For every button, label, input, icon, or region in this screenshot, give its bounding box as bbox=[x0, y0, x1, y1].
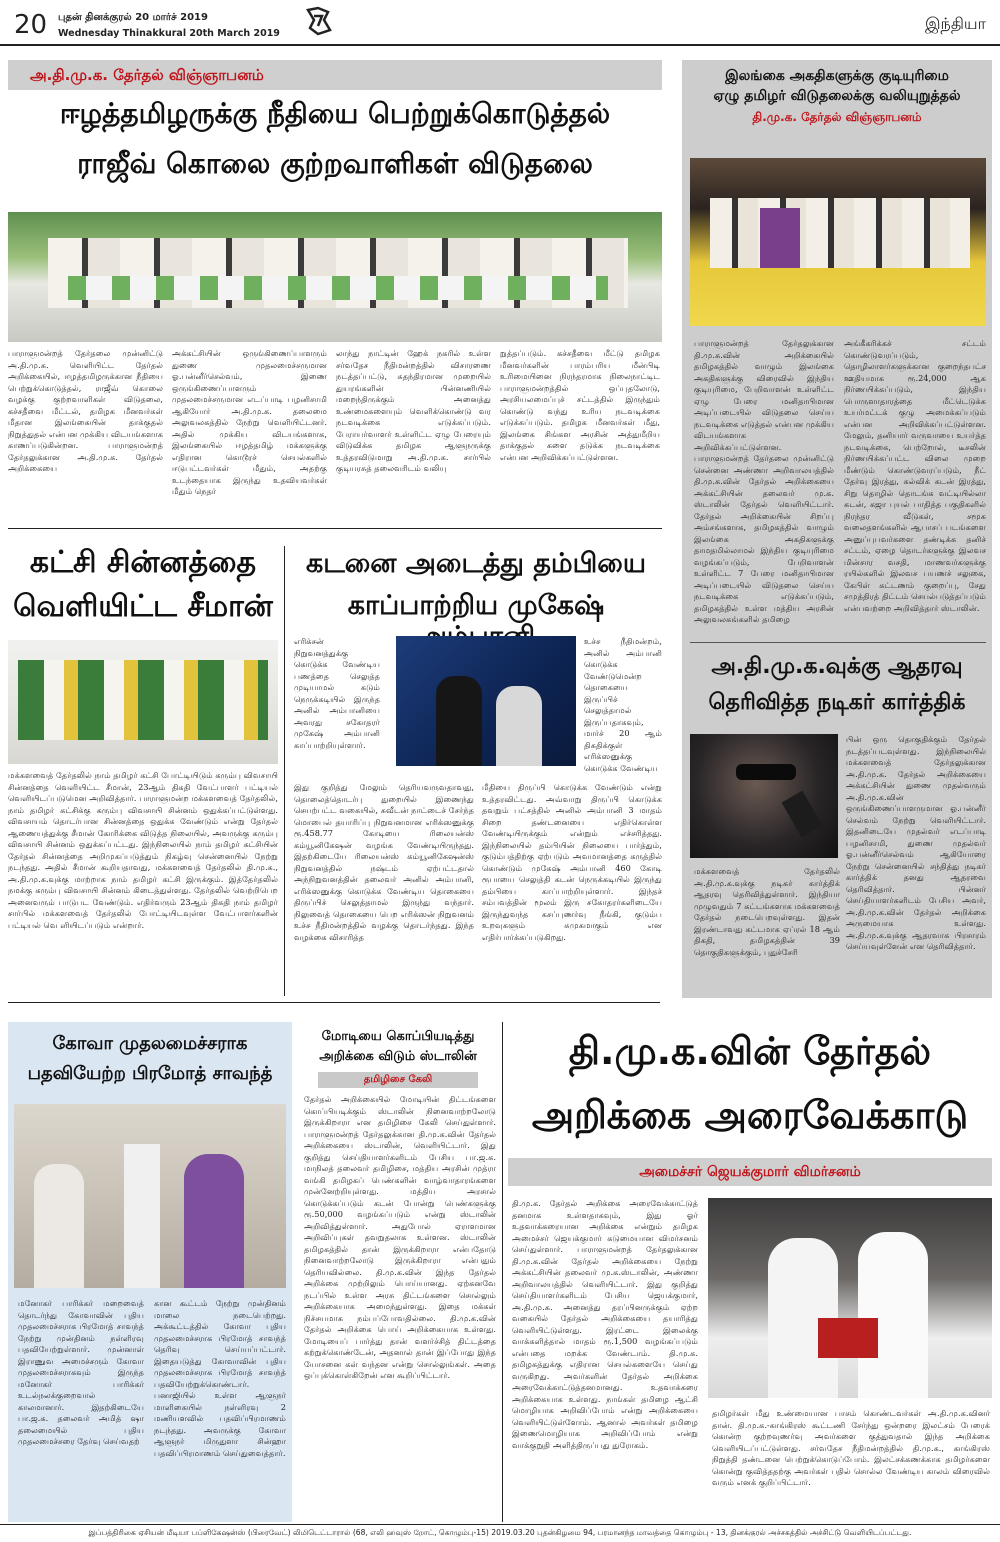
middle-rule bbox=[8, 1002, 660, 1003]
dmk-manifesto-kicker: தி.மு.க. தேர்தல் விஞ்ஞாபனம் bbox=[752, 110, 922, 124]
goa-headline-1: கோவா முதலமைச்சராக bbox=[52, 1033, 248, 1054]
goa-column-2: கான கூட்டம் நேற்று முன்தினம் மாலை நடைபெற்றது. அக்கூட்டத்தில் கோவா புதிய முதலமைச்சராக பிரமோத் சாவந்த் தெரிவு செய்யப்பட்டார். இதையடுத்து கோவாவின் புதிய முதலமைச்சராக பிரமோத் சாவந்த் பதவியேற்றுக்கொண்டார். பனாஜியில் உள்ள ஆளுநர் மாளிகையில் நள்ளிரவு 2 மணியளவில் பதவிப்பிரமாணம் நடந்தது. அவருக்கு கோவா ஆளுநர் மிருதுளா சின்ஹா பதவிப்பிரமாணம் செய்துவைத்தார். bbox=[154, 1298, 286, 1458]
dmk-manifesto-column-1: பாராளுமன்றத் தேர்தலுக்கான தி.மு.க.வின் அறிக்கையில் தமிழகத்தில் வாழும் இலங்கை அகதிகளுக்கு விரைவில் இந்திய குடியுரிமை, பேறிவாளன் உள்ளிட்ட ஏழு பேரை மனிதாபிமான அடிப்படையில் விடுதலை செய்ய நடவடிக்கை எடுத்தல் என்பன முக்கிய விடயங்களாக அறிவிக்கப்பட்டுள்ளன. பாராளுமன்றத் தேர்தலை முன்னிட்டு சென்னை அண்ணா அறிவாலயத்தில் தி.மு.க.வின் தேர்தல் அறிக்கையை அக்கட்சியின் தலைவர் மு.க. ஸ்டாலின் தேர்தல் வெளியிட்டார். தேர்தல் அறிக்கையின் சிறப்பு அம்சங்களாக, தமிழகத்தில் வாழும் இலங்கை அகதிகளுக்கு தாமதமில்லாமல் இந்திய குடியுரிமை வழங்கப்படும், பேறிவாளன் உள்ளிட்ட 7 பேரை மனிதாபிமான அடிப்படையில் விடுதலை செய்ய நடவடிக்கை எடுக்கப்படும், தமிழகத்தில் உள்ள மத்திய அரசின் அலுவலகங்களில் தமிழை bbox=[694, 338, 834, 624]
dmk-report-column-1: தி.மு.க. தேர்தல் அறிக்கை அரைவேக்காட்டுத் தனமாக உள்ளதாகவும், இது ஓர் உதவாக்கரையான அறிக்கை என்றும் தமிழக அமைச்சர் ஜெயக்குமார் கடுமையான விமர்சனம் செய்துள்ளார். பாராளுமன்றத் தேர்தலுக்கான தி.மு.க.வின் தேர்தல் அறிக்கையை நேற்று அக்கட்சியின் தலைவர் மு.க.ஸ்டாலின், அண்ணா அறிவாலயத்தில் வெளியிட்டார். இது குறித்து செய்தியாளர்களிடம் பேசிய ஜெயக்குமார், அ.தி.மு.க. அனைத்து தரப்பினருக்கும் ஏற்ற வகையில் தேர்தல் அறிக்கையை தயாரித்து வெளியிட்டுள்ளது. இரட்டை இலைக்கு வாக்களித்தால் மாதம் ரூ.1,500 வழங்கப்படும் என்பதை மறக்க வேண்டாம். தி.மு.க. தமிழகத்துக்கு எதிரான செயல்களையே செய்து வருகிறது. அவர்களின் தேர்தல் அறிக்கை அரைவேக்காட்டுத்தனமானது. உதவாக்கரை அறிக்கையாக உள்ளது. நாங்கள் தமிழை ஆட்சி மொழியாக அறிவிப்போம் என்று அறிக்கையை வெளியிட்டுள்ளோம். ஆனால் அவர்கள் தமிழை இணைமொழியாக அறிவிப்போம் என்று வாக்குறுதி அளித்திருப்பது துரோகம். bbox=[512, 1198, 698, 1450]
karthik-top-rule bbox=[690, 642, 986, 643]
seeman-body: மக்களவைத் தேர்தலில் நாம் தமிழர் கட்சி போட்டியிடும் கரும்பு விவசாயி சின்னத்தை வெளியிட்ட சீமான், 23ஆம் திகதி வேட்பாளர் பட்டியல் வெளியிடப்படுமென அறிவித்தார். பாராளுமன்ற மக்களவைத் தேர்தலில், நாம் தமிழர் கட்சிக்கு கரும்பு விவசாயி சின்னம் ஒதுக்கப்பட்டுள்ளது. விவசாயம் தொடர்பான சின்னத்தை ஒதுக்க வேண்டும் என்று தேர்தல் ஆணையத்துக்கு சீமான் கோரிக்கை விடுத்த நிலையில், அவருக்கு கரும்பு விவசாயி சின்னம் ஒதுக்கப்பட்டது. இந்நிலையில் நாம் தமிழர் கட்சியின் தேர்தல் சின்னத்தை அறிமுகப்படுத்தும் நிகழ்வு சென்னையில் நேற்று நடந்தது. அதில் சீமான் கூறியதாவது, மக்களவைத் தேர்தலில் தி.மு.க., அ.தி.மு.க.வுக்கு மாற்றாக நாம் தமிழர் கட்சி இருக்கும். இத்தேர்தலில் நமக்கு கரும்பு விவசாயி சின்னம் கிடைத்துள்ளது. தேர்தலில் வெற்றிபெற அனைவரும் பாடுபட வேண்டும். எதிர்வரும் 23ஆம் திகதி நாம் தமிழர் சார்பில் மக்களவைத் தேர்தலில் போட்டியிடவுள்ள வேட்பாளர்களின் பட்டியல் வெ ளியிடப்படும் என்றார். bbox=[8, 770, 278, 930]
newspaper-logo bbox=[304, 6, 332, 36]
section-label: இந்தியா bbox=[924, 14, 986, 33]
ambani-headline-2: காப்பாற்றிய முகேஷ் bbox=[347, 590, 605, 621]
footer-imprint: இப்பத்திரிகை ஏசியன் மீடியா பப்ளிகேஷன்ஸ் (பிரைவேட்) லிமிடெட்டாரால் (68, எலி ஹவுஸ் றோட், கொழும்பு-15) 2019.03.20 புதன்கிழமை 94, பரமானந்த மாவத்தை கொழும்பு - 13, தினக்குரல் அச்சகத்தில் அச்சிட்டு வெளியிடப்பட்டது. bbox=[88, 1528, 912, 1537]
page-number: 20 bbox=[14, 10, 48, 40]
lead-column-3: லாந்து நாட்டின் ஹேக் நகரில் உள்ள சர்வதேச நீதிமன்றத்தில் விசாரணை நடத்தப்பட்டு, சுதந்திரமான முறையில் துயரங்களின் பின்னணியில் மறைந்திருக்கும் அனைத்து உண்மைகளையும் வெளிக்கொண்டு வர நடவடிக்கை எடுக்கப்படும். பேராயர்வாளர் உள்ளிட்ட ஏழு பேரையும் விடுவிக்க தமிழக ஆளுநருக்கு உத்தரவிடுமாறு அ.தி.மு.க. சார்பில் குடியரசுத் தலைவரிடம் வலியு bbox=[336, 348, 491, 473]
karthik-headline-1: அ.தி.மு.க.வுக்கு ஆதரவு bbox=[711, 654, 963, 679]
stalin-kicker: தமிழிசை கேலி bbox=[363, 1074, 433, 1085]
karthik-headline-2: தெரிவித்த நடிகர் கார்த்திக் bbox=[708, 690, 966, 715]
stalin-divider bbox=[502, 1022, 503, 1522]
stalin-headline-2: அறிக்கை விடும் ஸ்டாலின் bbox=[319, 1049, 477, 1064]
ambani-column-left: எரிக்சன் நிறுவனத்துக்கு கொடுக்க வேண்டிய பணத்தை செலுத்த முடியாமல் கடும் நெருக்கடியில் இருந்த அனில் அம்பானியை அவரது சகோதரர் முகேஷ் அம்பானி காப்பாற்றியுள்ளார். bbox=[294, 636, 380, 750]
footer-rule bbox=[0, 1524, 1000, 1525]
karthik-photo bbox=[690, 734, 838, 858]
goa-headline-2: பதவியேற்ற பிரமோத் சாவந்த் bbox=[27, 1063, 273, 1084]
goa-photo bbox=[14, 1104, 286, 1288]
karthik-column-right: பின் ஒரு தொகுதிக்கும் தேர்தல் நடத்தப்படவுள்ளது. இந்நிலையில் மக்களவைத் தேர்தலுக்கான அ.தி.மு.க. தேர்தல் அறிக்கையை அக்கட்சியின் துணை முதல்வரும் அ.தி.மு.க.வின் ஒருங்கிணைப்பாளருமான ஓ.பன்னீர் செல்வம் நேற்று வெளியிட்டார். இதனிடையே முதல்வர் எடப்பாடி பழனிசாமி, துணை முதல்வர் ஓ.பன்னீர்செல்வம் ஆகியோரை நேற்று சென்னையில் சந்தித்து நடிகர் கார்த்திக் தனது ஆதரவை தெரிவித்தார். பின்னர் செய்தியாளர்களிடம் பேசிய அவர், அ.தி.மு.க.வின் தேர்தல் அறிக்கை அருமையாக உள்ளது. அ.தி.மு.க.வுக்கு ஆதரவாக பிரசாரம் செய்யவுள்ளேன் என தெரிவித்தார். bbox=[846, 734, 986, 951]
lead-bottom-rule bbox=[8, 528, 662, 529]
dmk-manifesto-photo bbox=[690, 158, 986, 326]
stalin-headline-1: மோடியை கொப்பியடித்து bbox=[321, 1029, 475, 1044]
stalin-body: தேர்தல் அறிக்கையில் மோடியின் திட்டங்களை கொப்பியடிக்கும் ஸ்டாலின் நினைவாற்றலோடு இருக்கிறாரா என தமிழிசை கேலி செய்துள்ளார். பாராளுமன்றத் தேர்தலுக்கான தி.மு.க.வின் தேர்தல் அறிக்கையை ஸ்டாலின், வெளியிட்டார். இது குறித்து செய்தியாளர்களிடம் பேசிய பா.ஜ.க. மாநிலத் தலைவர் தமிழிசை, மத்திய அரசின் முத்ரா வங்கி தமிழகப் பெண்களின் வாழ்வாதாரங்களை முன்னேற்றியுள்ளது. மத்திய அரசால் கொடுக்கப்படும் கடன் போன்று பெண்களுக்கு ரூ.50,000 வழங்கப்படும் என்று ஸ்டாலின் அறிவித்துள்ளார். அதுபோல் ஏராளமான அறிவிப்புகள் தவறுதலாக உள்ளன. ஸ்டாலின் தமிழகத்தில் தான் இருக்கிறாரா என்பதோடு நினைவாற்றலோடு இருக்கிறாரா என்பதும் தெரியவில்லை. தி.மு.க.வின் இந்த தேர்தல் அறிக்கை முற்றிலும் பொய்யானது. ஏற்கனவே நடப்பில் உள்ள அரசு திட்டங்களை சொல்லும் அறிக்கையாக அமைந்துள்ளது. இதை மக்கள் நிச்சயமாக நம்பப்போவதில்லை. தி.மு.க.வின் தேர்தல் அறிக்கை பொய் அறிக்கையாக உள்ளது. மோடியைப் பார்த்து தான் வளர்ச்சித் திட்டத்தை கற்றுக்கொண்டேன், அதனால் தான் இப்போது இந்த யோசனை கள் வந்தன என்று சொல்லுங்கள். அதை ஒப்புக்கொள்கிறேன் என கூறிப்பிட்டார். bbox=[304, 1094, 496, 1380]
ambani-photo bbox=[396, 636, 576, 766]
dmk-report-column-2: தமிழர்கள் மீது உண்மையான பாசம் கொண்டவர்கள் அ.தி.மு.க.வினர் தான். தி.மு.க.-காங்கிரஸ் கூட்டணி சேர்ந்து ஒன்றரை இலட்சம் பேரைக் கொன்ற குற்றவுணர்வு அவர்களை குத்துவதால் இந்த அறிக்கை வெளியிடப்பட்டுள்ளது. சர்வதேச நீதிமன்றத்தில் தி.மு.க., காங்கிரஸ் நிறுத்தி தண்டனை பெற்றுக்கொடுப்போம். இலட்சக்கணக்காக தமிழர்களை கொன்று குவித்ததற்கு அவர்கள் பதில் சொல்ல வேண்டிய காலம் விரைவில் வரும் எனக் குறிப்பிட்டார். bbox=[712, 1408, 990, 1487]
date-line-english: Wednesday Thinakkural 20th March 2019 bbox=[58, 28, 280, 39]
ambani-column-1: இது குறித்து மேலும் தெரியவருவதாவது, தொலைத்தொடர்பு துறையில் இணைந்து செயற்பட்ட வகையில், சுவீடன் நாட்டைச் சேர்ந்த மொபைல் தயாரிப்பு நிறுவனமான எரிக்ஸனுக்கு ரூ.458.77 கோடியை ரிலையன்ஸ் கம்யூனிகேஷன் வழங்க வேண்டியிருந்தது. இதற்கிடையே ரிலையன்ஸ் கம்யூனிகேஷன்ஸ் நிறுவனத்தில் நஷ்டம் ஏற்பட்டதால் அந்நிறுவனத்தின் தலைவர் அனில் அம்பானி, எரிக்ஸனுக்கு கொடுக்க வேண்டிய தொகையை திருப்பிச் செலுத்தாமல் இருந்து வந்தார். நிலுவைத் தொகையை பெற எரிக்ஸன் நிறுவனம் உச்ச நீதிமன்றத்தில் வழக்கு தொடர்ந்தது. இந்த வழக்கை விசாரித்த bbox=[294, 782, 474, 942]
seeman-headline-1: கட்சி சின்னத்தை bbox=[29, 545, 257, 580]
goa-column-1: மனோகர் பாரிக்கர் மறைவைத் தொடர்ந்து கோவாவின் புதிய முதலமைச்சராக பிரமோத் சாவந்த் நேற்று முன்தினம் நள்ளிரவு பதவியேற்றுள்ளார். முன்னாள் இராணுவ அமைச்சரும் கோவா முதலமைச்சராகவும் இருந்த மனோகர் பாரிக்கர் உடல்நலக்குறைவால் காலமானார். இதற்கிடையே பா.ஜ.க. தலைவர் அமித் ஷா தலைமையில் புதிய முதலமைச்சரை தேர்வு செய்வதற் bbox=[18, 1298, 144, 1446]
ambani-column-2: மீதியை திருப்பி கொடுக்க வேண்டும் என்று உத்தரவிட்டது. அவ்வாறு திருப்பி கொடுக்க தவறும் பட்சத்தில் அனில் அம்பானி 3 மாதம் சிறை தண்டனையை எதிர்கொள்ள வேண்டியிருக்கும் என்றும் எச்சரித்தது. இந்நிலையில் தம்பியின் நிலையை பார்த்தும், குடும்பத்திற்கு ஏற்படும் அவமானத்தை கருத்தில் கொண்டும் முகேஷ் அம்பானி 460 கோடி ரூபாயை செலுத்தி கடன் நெருக்கடியில் இருந்து தம்பியை காப்பாற்றியுள்ளார். இந்தச் சம்பவத்தின் மூலம் இரு சகோதரர்களிடையே இருந்துவந்த கசப்புணர்வு நீங்கி, குடும்ப உறவுகளும் சுமுகமாகும் என எதிர்பார்க்கப்படுகிறது. bbox=[482, 782, 662, 942]
dmk-report-headline-2: அறிக்கை அரைவேக்காடு bbox=[531, 1093, 969, 1137]
lead-column-4: றுத்தப்படும். கச்சதீவை மீட்டு தமிழக மீனவர்களின் பாரம்பரிய மீன்பிடி உரிமையினை நிரந்தரமாக நிலைநாட்டிட பாராளுமன்றத்தில் ஒப்புதலோடு, அரசியலமைப்புச் சட்டத்தில் இருந்தும் கொண்டு வந்து உரிய நடவடிக்கை எடுக்கப்படும். தமிழக மீனவர்கள் மீது, இலங்கை சிங்கள அரசின் அத்துமீறிய தாக்குதல் களை தடுக்க நடவடிக்கை என்பன அறிவிக்கப்பட்டுள்ளன. bbox=[500, 348, 660, 462]
jayakumar-photo bbox=[708, 1198, 992, 1398]
dmk-report-headline-1: தி.மு.க.வின் தேர்தல் bbox=[568, 1029, 932, 1073]
lead-headline-2: ராஜீவ் கொலை குற்றவாளிகள் விடுதலை bbox=[77, 147, 593, 180]
lead-headline-1: ஈழத்தமிழருக்கு நீதியை பெற்றுக்கொடுத்தல் bbox=[59, 97, 611, 130]
seeman-photo bbox=[8, 640, 278, 764]
lead-kicker: அ.தி.மு.க. தேர்தல் விஞ்ஞாபனம் bbox=[30, 66, 264, 84]
dmk-manifesto-headline-1: இலங்கை அகதிகளுக்கு குடியுரிமை bbox=[725, 68, 949, 84]
dmk-report-kicker: அமைச்சர் ஜெயக்குமார் விமர்சனம் bbox=[639, 1164, 861, 1180]
karthik-column-bottom: மக்களவைத் தேர்தலில் அ.தி.மு.க.வுக்கு நடிகர் கார்த்திக் ஆதரவு தெரிவித்துள்ளார். இந்தியா முழுவதும் 7 கட்டங்களாக மக்களவைத் தேர்தல் நடைபெறவுள்ளது. இதன் இரண்டாவது கட்டமாக ஏப்ரல் 18 ஆம் திகதி, தமிழகத்தின் 39 தொகுதிகளுக்கும், புதுச்சேரி bbox=[694, 866, 840, 957]
lead-photo bbox=[8, 212, 662, 342]
dmk-manifesto-column-2: அங்கீகரிக்கச் சட்டம் கொண்டுவரப்படும், தொழிலாளர்களுக்கான குறைந்தபட்ச ஊதியமாக ரூ.24,000 ஆக நிர்ணயிக்கப்படும், இந்திய பொருளாதாரத்தை மீட்டெடுக்க உயர்மட்டக் குழு அமைக்கப்படும் என்பன அறிவிக்கப்பட்டுள்ளன. மேலும், தனியார் வருவாயை உயர்த்த நடவடிக்கை, பெற்றோல், டீசலின் நிர்ணயிக்கப்பட்ட விலை முறை மீண்டும் கொண்டுவரப்படும், நீட் தேர்வு இரத்து, கல்விக் கடன் இரத்து, சிறு தொழில் தொடங்க வட்டியில்லா கடன், கஜா புயல் பாதித்த பகுதிகளில் நிரந்தர வீடுகள், சமூக வலைதளங்களில் ஆபாசப் படங்களை அனுப்புபவர்களை தண்டிக்க தனிச் சட்டம், ஏழை தொடர்களுக்கு இலவச மின்சார வசதி, மாணவர்களுக்கு ரயில்களில் இலவச பயணச் சலுகை, கேபிள் கட்டணம் குறைப்பு, சேது சமுத்திரத் திட்டம் செயல்படுத்தப்படும் என்பவற்றை அறிவித்தார் ஸ்டாலின். bbox=[844, 338, 986, 613]
lead-column-2: அக்கட்சியின் ஒருங்கிணைப்பாளரும் துணை முதலமைச்சருமான ஓ.பன்னீர்செல்வம், இணை ஒருங்கிணைப்பாளரும் முதலமைச்சருமான எடப்பாடி பழனிசாமி ஆகியோர் அ.தி.மு.க. தலைமை அலுவலகத்தில் நேற்று வெளியிட்டனர். அதில் முக்கிய விடயங்களாக, இலங்கையில் ஈழத்தமிழ் மக்களுக்கு எதிரான கொடூரச் செயல்களில் ஈடுபட்டவர்கள் மீதும், அதற்கு உடந்தையாக இருந்து உதவியவர்கள் மீதும் நெதர் bbox=[172, 348, 327, 496]
lead-column-1: பாராளுமன்றத் தேர்தலை முன்னிட்டு அ.தி.மு.க. வெளியிட்ட தேர்தல் அறிக்கையில், ஈழத்தமிழருக்கான நீதியை பெற்றுக்கொடுத்தல், ராஜீவ் கொலை வழக்கு குற்றவாளிகள் விடுதலை, கச்சதீவை மீட்டல், தமிழக மீனவர்கள் மீதான இலங்கையின் தாக்குதல் நிறுத்துதல் என்பன முக்கிய விடயங்களாக காணப்படுகின்றன. பாராளுமன்றத் தேர்தலுக்கான அ.தி.மு.க. தேர்தல் அறிக்கையை bbox=[8, 348, 163, 473]
ambani-column-right: உச்ச நீதிமன்றம், அனில் அம்பானி கொடுக்க வேண்டுமென்ற தொகையை இருப்பிச் செலுத்தாமல் இருப்பதாகவும், மார்ச் 20 ஆம் திகதிக்குள் எரிக்ஸனுக்கு கொடுக்க வேண்டிய bbox=[584, 636, 662, 773]
seeman-headline-2: வெளியிட்ட சீமான் bbox=[13, 589, 273, 624]
date-line-tamil: புதன் தினக்குரல் 20 மார்ச் 2019 bbox=[58, 12, 208, 23]
dmk-manifesto-headline-2: ஏழு தமிழர் விடுதலைக்கு வலியுறுத்தல் bbox=[713, 88, 961, 104]
ambani-headline-1: கடனை அடைத்து தம்பியை bbox=[306, 548, 646, 579]
header-rule bbox=[0, 44, 1000, 46]
seeman-divider bbox=[284, 546, 285, 996]
